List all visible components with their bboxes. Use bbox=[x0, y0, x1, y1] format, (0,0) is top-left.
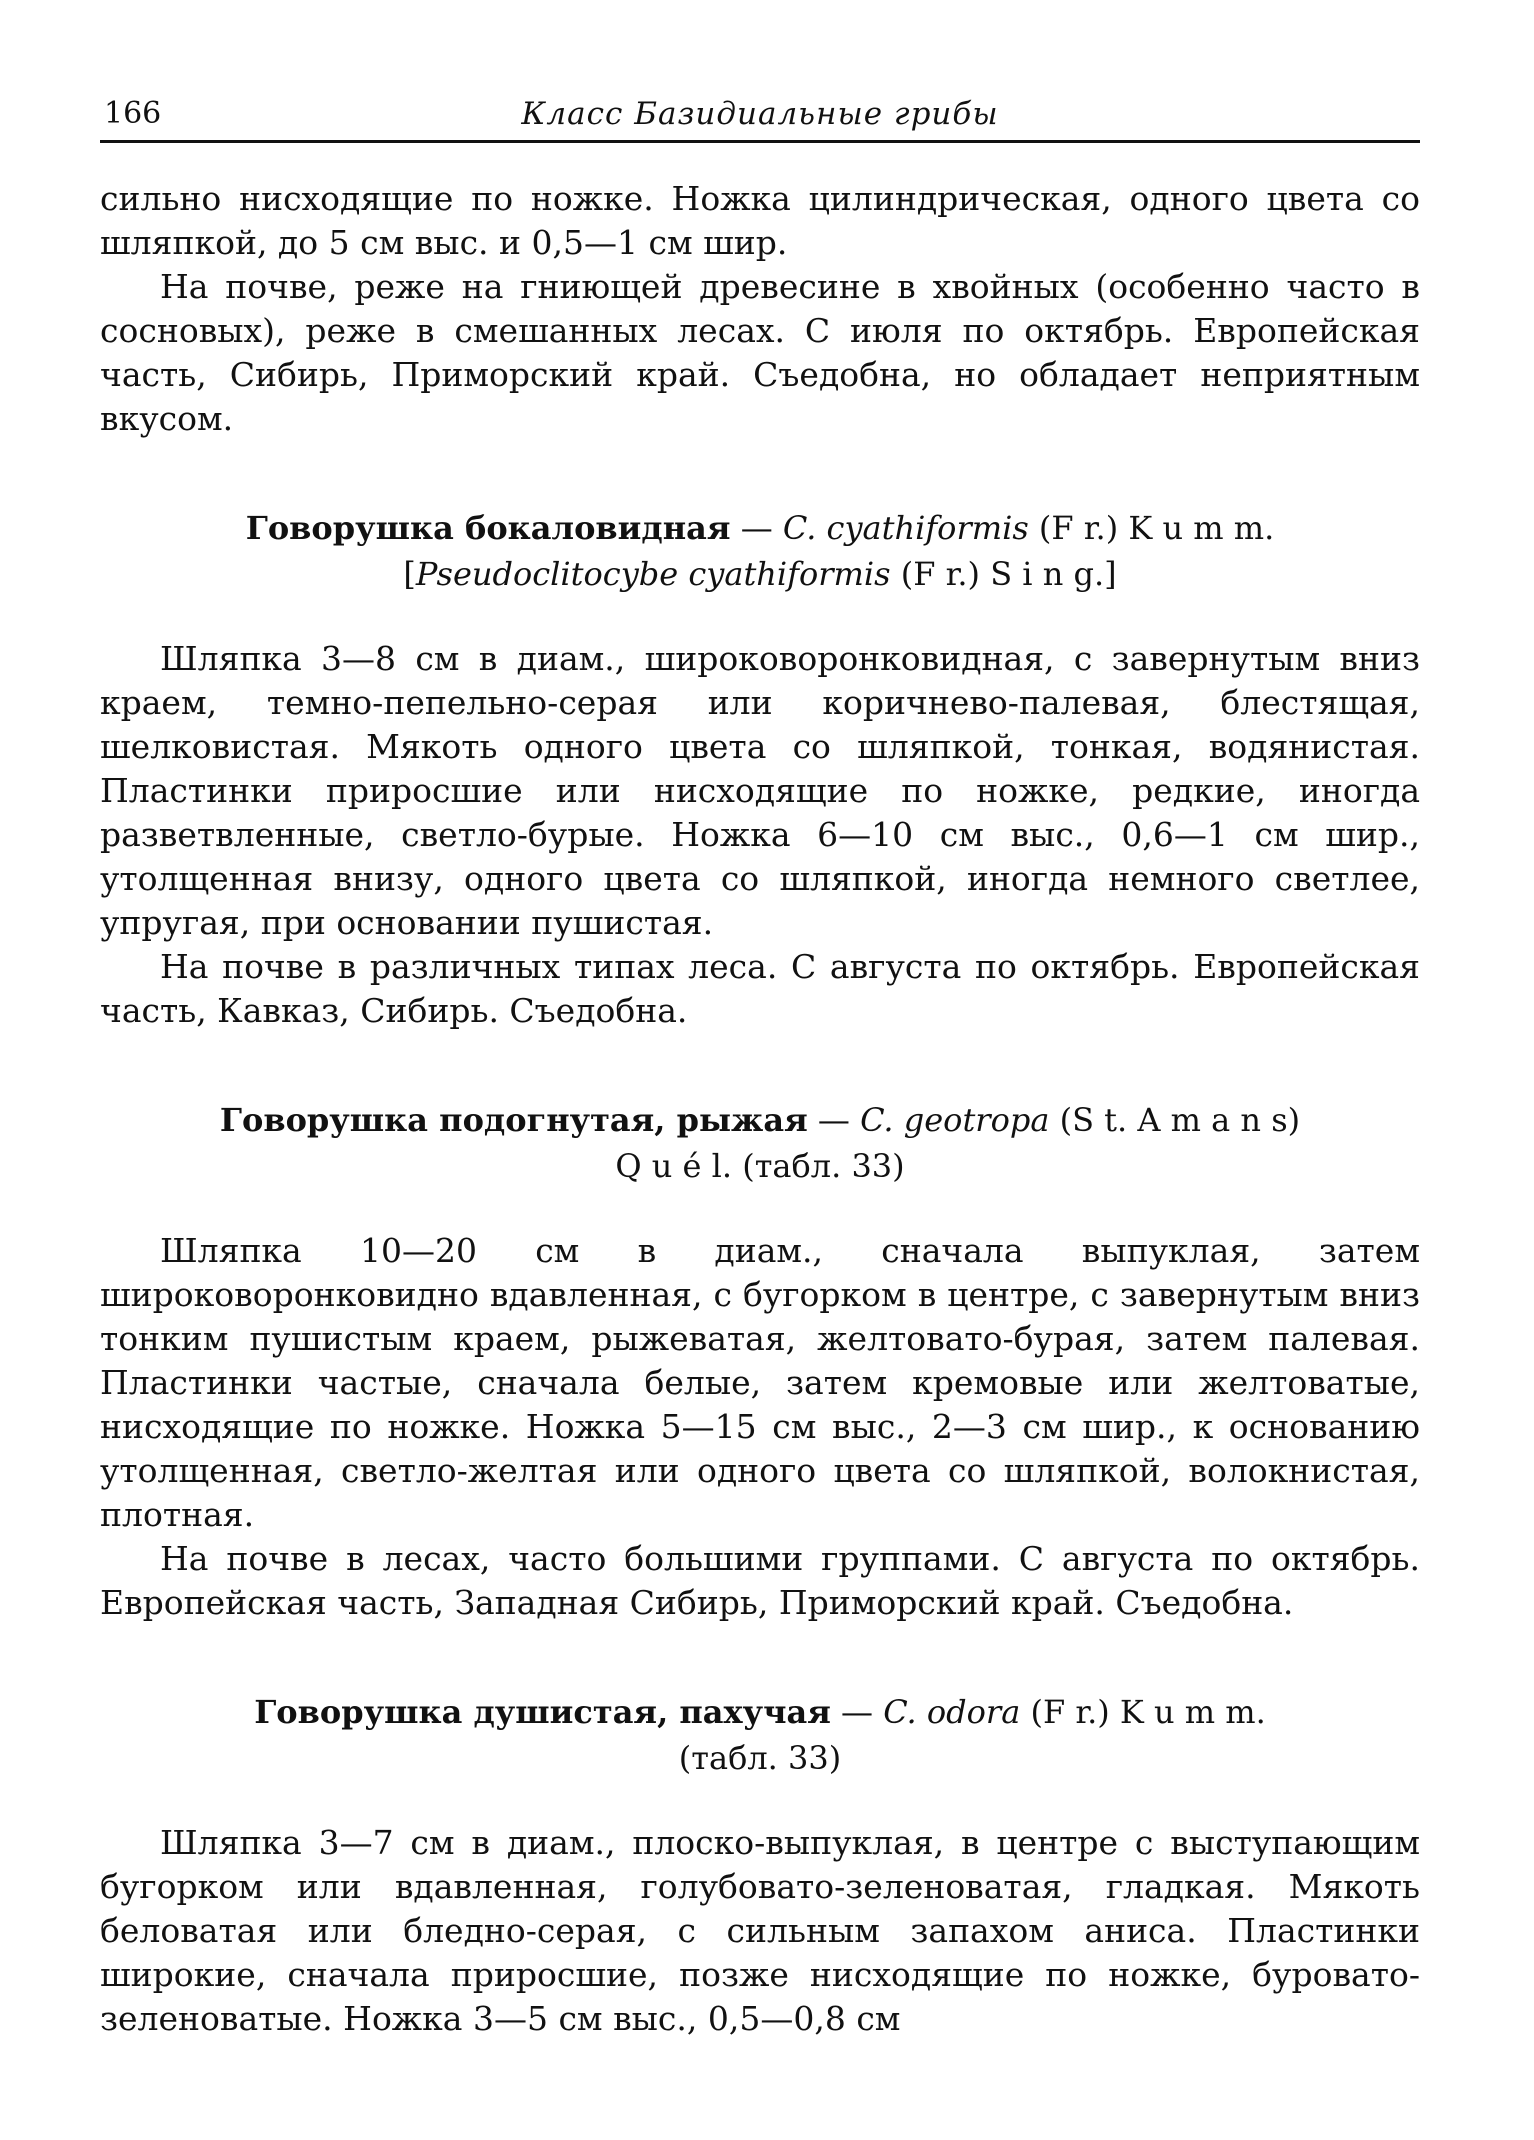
entry-description: Шляпка 10—20 см в диам., сначала выпуклая, затем широковоронковидно вдавленная, с бугорком в центре, с завернутым вниз тонким пушистым краем, рыжеватая, желтовато-бурая, затем палевая. Пластинки частые, сначала белые, затем кремовые или желтоватые, нисходящие по ножке. Ножка 5—15 см выс., 2—3 см шир., к основанию утолщенная, светло-желтая или одного цвета со шляпкой, волокнистая, плотная. bbox=[100, 1231, 1420, 1534]
synonym-authority: (F r.) S i n g.] bbox=[900, 555, 1117, 593]
running-title: Класс Базидиальные грибы bbox=[521, 96, 999, 132]
species-russian-name: Говорушка бокаловидная bbox=[245, 509, 731, 547]
synonym-bracket: [ bbox=[403, 555, 416, 593]
entry-heading-odora bbox=[100, 1689, 1420, 1781]
species-latin-name: C. cyathiformis bbox=[782, 509, 1029, 547]
heading-dash: — bbox=[807, 1101, 861, 1139]
species-russian-name: Говорушка душистая, пахучая bbox=[254, 1693, 831, 1731]
species-authority: (F r.) K u m m. bbox=[1030, 1693, 1266, 1731]
entry-heading-cyathiformis bbox=[100, 505, 1420, 597]
species-latin-name: C. geotropa bbox=[860, 1101, 1050, 1139]
table-reference: (табл. 33) bbox=[742, 1147, 905, 1185]
intro-paragraph-1: сильно нисходящие по ножке. Ножка цилиндрическая, одного цвета со шляпкой, до 5 см выс. и 0,5—1 см шир. bbox=[100, 179, 1420, 262]
species-latin-name: C. odora bbox=[883, 1693, 1021, 1731]
entry-habitat: На почве в различных типах леса. С августа по октябрь. Европейская часть, Кавказ, Сибирь. Съедобна. bbox=[100, 947, 1420, 1030]
entry-description: Шляпка 3—7 см в диам., плоско-выпуклая, в центре с выступающим бугорком или вдавленная, голубовато-зеленоватая, гладкая. Мякоть беловатая или бледно-серая, с сильным запахом аниса. Пластинки широкие, сначала приросшие, позже нисходящие по ножке, буровато-зеленоватые. Ножка 3—5 см выс., 0,5—0,8 см bbox=[100, 1823, 1420, 2038]
species-authority-cont: Q u é l. bbox=[615, 1147, 733, 1185]
page-number: 166 bbox=[104, 96, 162, 131]
entry-description: Шляпка 3—8 см в диам., широковоронковидная, с завернутым вниз краем, темно-пепельно-серая или коричнево-палевая, блестящая, шелковистая. Мякоть одного цвета со шляпкой, тонкая, водянистая. Пластинки приросшие или нисходящие по ножке, редкие, иногда разветвленные, светло-бурые. Ножка 6—10 см выс., 0,6—1 см шир., утолщенная внизу, одного цвета со шляпкой, иногда немного светлее, упругая, при основании пушистая. bbox=[100, 639, 1420, 942]
species-authority: (F r.) K u m m. bbox=[1038, 509, 1275, 547]
species-authority: (S t. A m a n s) bbox=[1059, 1101, 1301, 1139]
synonym-latin-name: Pseudoclitocybe cyathiformis bbox=[415, 555, 891, 593]
intro-paragraph-2: На почве, реже на гниющей древесине в хвойных (особенно часто в сосновых), реже в смешанных лесах. С июля по октябрь. Европейская часть, Сибирь, Приморский край. Съедобна, но обладает неприятным вкусом. bbox=[100, 267, 1420, 438]
entry-heading-geotropa bbox=[100, 1097, 1420, 1189]
book-page bbox=[100, 96, 1420, 2041]
page-header bbox=[100, 96, 1420, 143]
entry-habitat: На почве в лесах, часто большими группами. С августа по октябрь. Европейская часть, Западная Сибирь, Приморский край. Съедобна. bbox=[100, 1539, 1420, 1622]
heading-dash: — bbox=[830, 1693, 884, 1731]
species-russian-name: Говорушка подогнутая, рыжая bbox=[219, 1101, 808, 1139]
heading-dash: — bbox=[730, 509, 783, 547]
table-reference: (табл. 33) bbox=[678, 1739, 842, 1777]
